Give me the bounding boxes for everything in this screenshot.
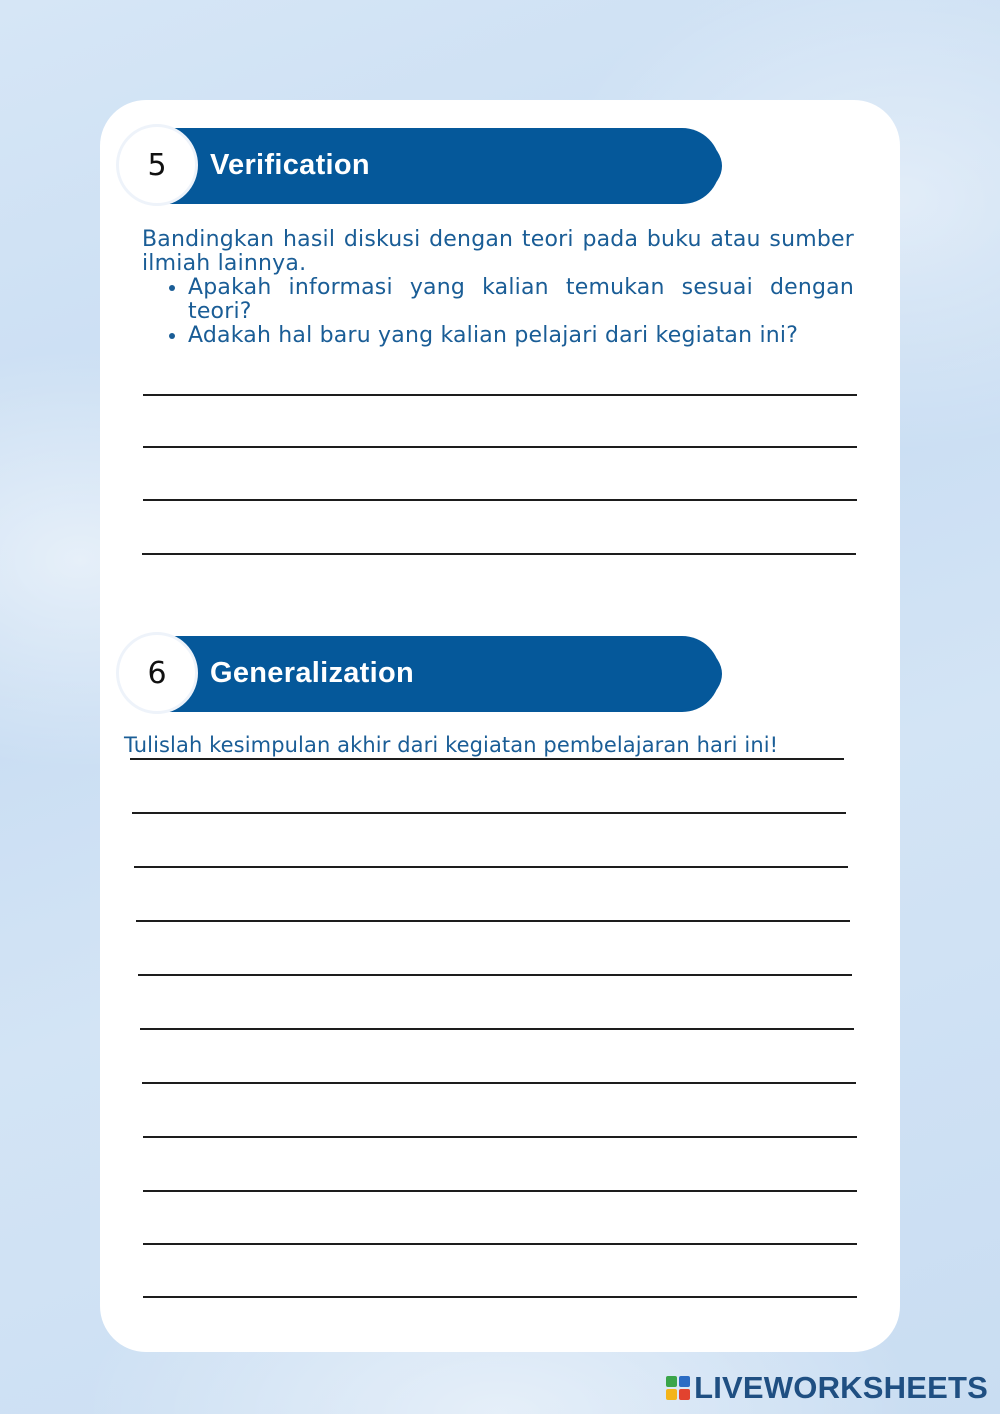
- logo-text: LIVEWORKSHEETS: [694, 1370, 988, 1405]
- answer-line[interactable]: [130, 758, 844, 760]
- section-title: Verification: [210, 149, 370, 181]
- question-list: [142, 276, 854, 348]
- section-title: Generalization: [210, 657, 415, 689]
- answer-line[interactable]: [143, 1136, 857, 1138]
- logo-square: [679, 1389, 690, 1400]
- answer-line[interactable]: [132, 812, 846, 814]
- answer-line[interactable]: [143, 394, 857, 396]
- answer-line[interactable]: [142, 1082, 856, 1084]
- question-item: • Apakah informasi yang kalian temukan sesuai dengan teori?: [188, 276, 854, 324]
- logo-square: [666, 1389, 677, 1400]
- section-number: 6: [116, 632, 198, 714]
- answer-line[interactable]: [143, 499, 857, 501]
- answer-line[interactable]: [143, 1243, 857, 1245]
- section-number: 5: [116, 124, 198, 206]
- answer-line[interactable]: [143, 446, 857, 448]
- answer-line[interactable]: [143, 1296, 857, 1298]
- instruction-text: Bandingkan hasil diskusi dengan teori pada buku atau sumber ilmiah lainnya.: [142, 227, 854, 276]
- answer-line[interactable]: [143, 1190, 857, 1192]
- answer-line[interactable]: [140, 1028, 854, 1030]
- verification-instructions: [142, 228, 854, 348]
- worksheet-card: [100, 100, 900, 1352]
- answer-line[interactable]: [138, 974, 852, 976]
- section-header-verification: [116, 128, 722, 206]
- answer-line[interactable]: [142, 553, 856, 555]
- logo-square: [666, 1376, 677, 1387]
- answer-line[interactable]: [134, 866, 848, 868]
- logo-squares-icon: [666, 1376, 690, 1400]
- answer-line[interactable]: [136, 920, 850, 922]
- question-item: • Adakah hal baru yang kalian pelajari dari kegiatan ini?: [188, 324, 854, 348]
- logo-square: [679, 1376, 690, 1387]
- liveworksheets-logo: [666, 1370, 988, 1406]
- generalization-instruction: Tulislah kesimpulan akhir dari kegiatan pembelajaran hari ini!: [124, 733, 779, 757]
- section-header-generalization: [116, 636, 722, 714]
